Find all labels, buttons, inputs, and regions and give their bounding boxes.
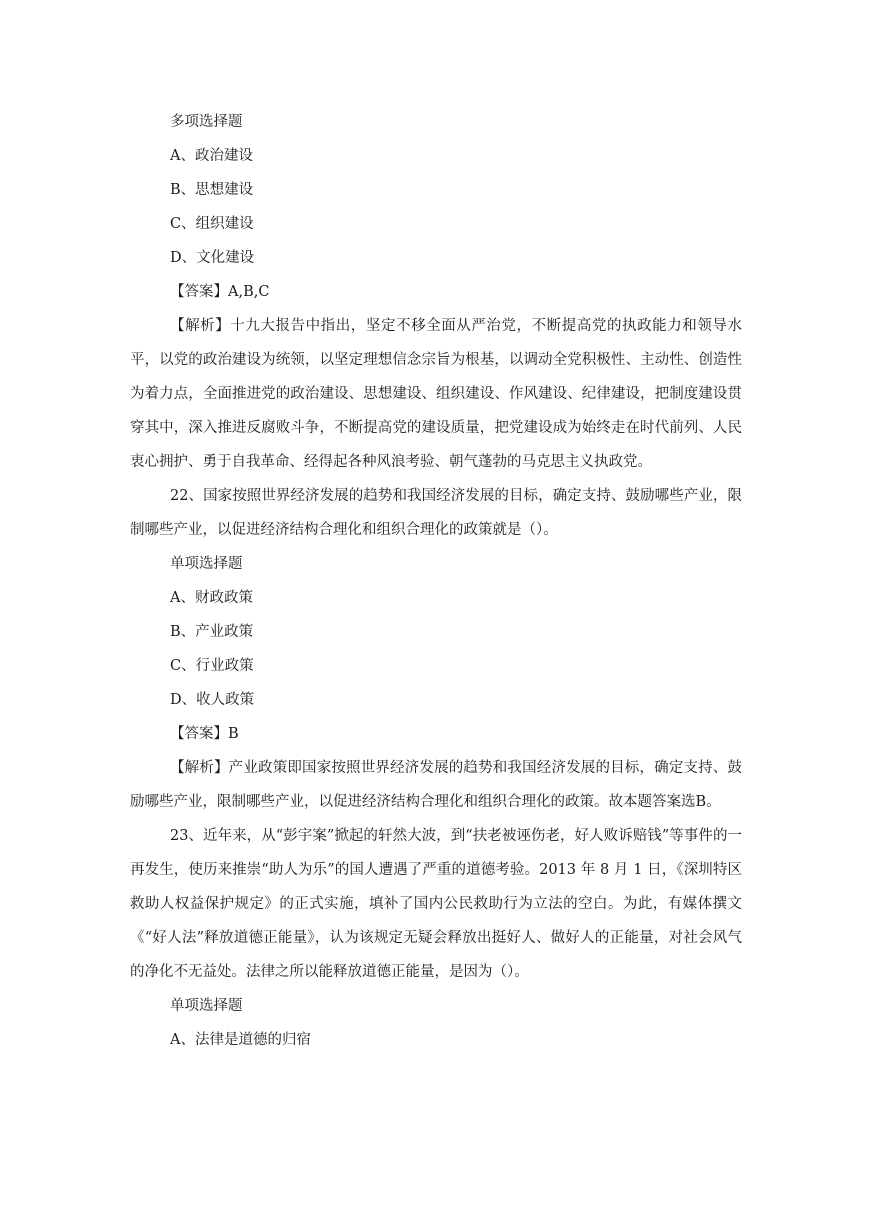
q22-option-a: A、财政政策: [170, 590, 253, 606]
q22-analysis: 【解析】产业政策即国家按照世界经济发展的趋势和我国经济发展的目标，确定支持、鼓励哪些产业，限制哪些产业，以促进经济结构合理化和组织合理化的政策。故本题答案选B。: [130, 760, 742, 810]
q21-answer: 【答案】A,B,C: [170, 284, 270, 300]
q22-stem: 22、国家按照世界经济发展的趋势和我国经济发展的目标，确定支持、鼓励哪些产业，限制哪些产业，以促进经济结构合理化和组织合理化的政策就是（）。: [130, 488, 742, 538]
q22-option-d: D、收人政策: [170, 692, 255, 708]
document-content: [130, 105, 742, 1057]
q21-option-b: B、思想建设: [170, 182, 254, 198]
q21-option-c: C、组织建设: [170, 216, 254, 232]
q23-type: 单项选择题: [170, 998, 243, 1014]
q22-type: 单项选择题: [170, 556, 243, 572]
q22-option-b: B、产业政策: [170, 624, 254, 640]
q22-answer: 【答案】B: [170, 726, 239, 742]
q21-type: 多项选择题: [170, 114, 243, 130]
q21-option-d: D、文化建设: [170, 250, 255, 266]
q21-analysis: 【解析】十九大报告中指出，坚定不移全面从严治党，不断提高党的执政能力和领导水平，以党的政治建设为统领，以坚定理想信念宗旨为根基，以调动全党积极性、主动性、创造性为着力点，全面推进党的政治建设、思想建设、组织建设、作风建设、纪律建设，把制度建设贯穿其中，深入推进反腐败斗争，不断提高党的建设质量，把党建设成为始终走在时代前列、人民衷心拥护、勇于自我革命、经得起各种风浪考验、朝气蓬勃的马克思主义执政党。: [130, 318, 742, 470]
q21-option-a: A、政治建设: [170, 148, 253, 164]
q23-option-a: A、法律是道德的归宿: [170, 1032, 311, 1048]
q22-option-c: C、行业政策: [170, 658, 254, 674]
q23-stem: 23、近年来，从“彭宇案”掀起的轩然大波，到“扶老被诬伤老，好人败诉赔钱”等事件的一再发生，使历来推崇“助人为乐”的国人遭遇了严重的道德考验。2013 年 8 月 1 日，《深圳特区救助人权益保护规定》的正式实施，填补了国内公民救助行为立法的空白。为此，有媒体撰文《“好人法”释放道德正能量》，认为该规定无疑会释放出挺好人、做好人的正能量，对社会风气的净化不无益处。法律之所以能释放道德正能量，是因为（）。: [130, 828, 742, 980]
